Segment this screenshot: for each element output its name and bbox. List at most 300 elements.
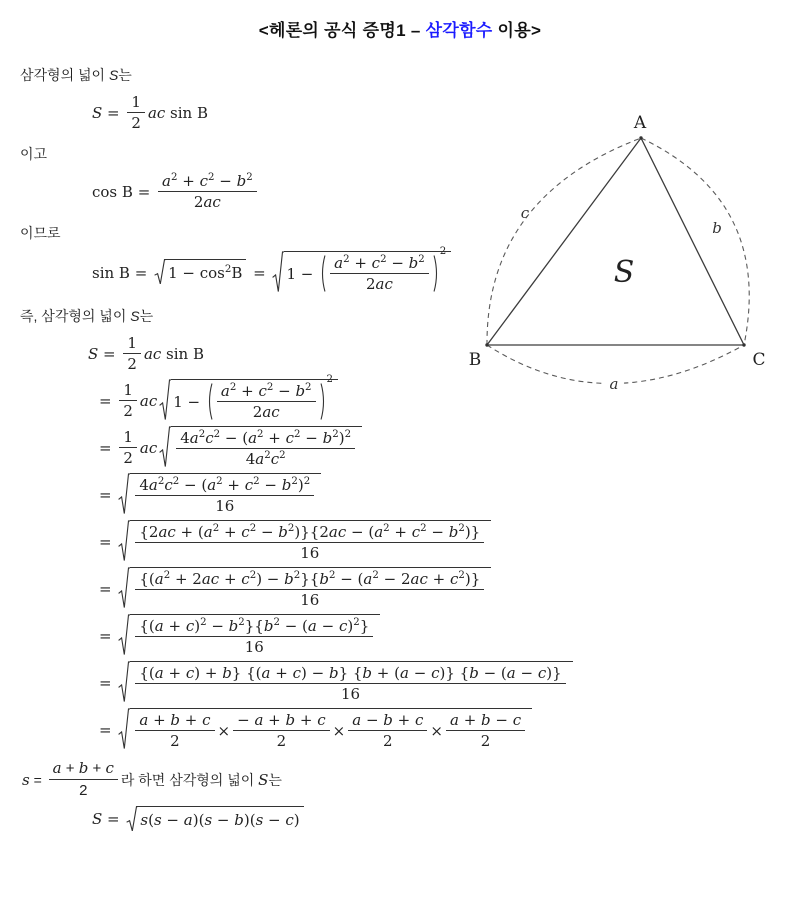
math-var: a xyxy=(148,476,158,494)
math-var: a xyxy=(506,664,516,682)
math-run xyxy=(194,193,221,211)
math-sqrt-body xyxy=(138,806,303,832)
math-fraction xyxy=(119,428,137,467)
math-text: − xyxy=(386,254,409,272)
math-var: c xyxy=(537,664,547,682)
math-var: c xyxy=(241,523,250,541)
math-var: c xyxy=(371,254,381,272)
math-sqrt-body xyxy=(284,246,451,294)
math-run xyxy=(92,810,124,828)
title-suffix: 이용> xyxy=(492,21,542,40)
math-numerator xyxy=(135,523,484,543)
math-run xyxy=(123,428,133,446)
math-sqrt-body xyxy=(130,661,572,704)
math-superscript: 2 xyxy=(198,429,206,440)
math-run xyxy=(148,104,208,122)
math-superscript: 2 xyxy=(157,476,165,487)
math-superscript: 2 xyxy=(332,429,339,440)
math-sqrt xyxy=(126,806,303,832)
math-denominator xyxy=(127,113,145,132)
math-run xyxy=(131,114,141,132)
math-var: c xyxy=(285,811,294,830)
vertex-label-a: A xyxy=(633,113,647,133)
math-text: )} xyxy=(546,664,562,682)
math-fraction xyxy=(135,476,314,515)
math-var: b xyxy=(281,476,292,494)
math-text: 2 xyxy=(170,732,180,750)
math-text: − xyxy=(273,382,296,400)
math-text: sin B = xyxy=(92,263,153,282)
math-text: 는 xyxy=(118,67,132,83)
math-run xyxy=(139,570,480,588)
math-superscript: 2 xyxy=(163,570,171,581)
math-text: + xyxy=(458,711,482,729)
math-fraction xyxy=(348,711,427,750)
math-text: − xyxy=(161,811,184,830)
text-line xyxy=(0,65,800,85)
math-superscript: 2 xyxy=(224,264,232,276)
math-fraction xyxy=(176,429,355,468)
math-run xyxy=(20,223,61,243)
math-text: 삼각형의 넓이 xyxy=(20,67,109,83)
math-denominator xyxy=(211,496,238,515)
math-superscript: 2 xyxy=(380,254,387,265)
math-run xyxy=(168,264,242,282)
math-var: ac xyxy=(328,523,347,541)
math-numerator xyxy=(446,711,525,731)
math-text: 1 − xyxy=(173,392,205,411)
side-label-a: a xyxy=(609,375,619,393)
math-text: )} xyxy=(464,523,481,541)
math-var: S xyxy=(108,67,119,83)
math-superscript: 2 xyxy=(238,617,245,628)
math-var: c xyxy=(105,759,114,777)
math-text: 1 − xyxy=(286,264,319,283)
math-var: b xyxy=(222,664,232,682)
math-text: 2 xyxy=(123,449,133,467)
math-var: c xyxy=(202,711,211,729)
math-text: 는 xyxy=(268,771,282,788)
radical-icon xyxy=(118,661,130,704)
math-var: a xyxy=(255,450,265,468)
math-sqrt-body xyxy=(130,567,491,610)
math-fraction xyxy=(135,617,373,656)
math-denominator xyxy=(166,731,184,750)
math-var: c xyxy=(244,476,254,494)
math-text: + 2 xyxy=(170,570,202,588)
math-fraction xyxy=(446,711,525,750)
radical-icon xyxy=(159,426,171,469)
math-text: 1 xyxy=(131,93,141,111)
math-var: ac xyxy=(158,523,176,541)
math-var: ac xyxy=(139,438,158,457)
math-paren-group: $\frac{a^2 + c^2 - b^2}{2ac}$ 2 xyxy=(319,254,446,293)
math-sqrt-body xyxy=(171,374,338,422)
radical-icon xyxy=(118,708,130,751)
math-text: − xyxy=(237,711,255,729)
math-text: {( xyxy=(139,664,155,682)
math-superscript: 2 xyxy=(418,254,425,265)
math-run xyxy=(352,711,423,729)
math-var: b xyxy=(469,664,479,682)
math-run xyxy=(139,617,369,635)
page xyxy=(0,16,800,901)
math-text: 1 xyxy=(127,334,137,352)
math-text: − xyxy=(206,617,229,635)
math-line xyxy=(0,567,800,610)
math-denominator xyxy=(296,590,323,609)
vertex-dot-a xyxy=(639,136,642,139)
math-var: b xyxy=(383,711,393,729)
math-superscript: 2 xyxy=(303,476,311,487)
math-text: {( xyxy=(139,570,155,588)
math-var: s xyxy=(140,811,149,830)
math-run xyxy=(127,334,137,352)
math-var: ac xyxy=(375,275,393,293)
math-text: = xyxy=(99,579,117,598)
math-text: ) xyxy=(194,617,201,635)
math-run xyxy=(99,439,116,457)
math-text: 1 xyxy=(123,381,133,399)
math-var: a xyxy=(363,570,373,588)
math-text: + xyxy=(88,760,106,777)
radical-icon xyxy=(118,473,130,516)
math-run xyxy=(99,674,116,692)
math-var: c xyxy=(185,617,195,635)
math-text: = xyxy=(248,263,271,282)
math-var: a xyxy=(154,570,164,588)
math-denominator xyxy=(119,401,137,420)
math-text: 즉, 삼각형의 넓이 xyxy=(20,308,131,324)
math-run xyxy=(92,264,152,282)
math-text: = xyxy=(102,810,125,829)
math-fraction xyxy=(127,93,145,132)
math-superscript: 2 xyxy=(294,429,301,440)
math-text: ) xyxy=(338,429,345,447)
math-var: ac xyxy=(147,103,166,122)
math-run xyxy=(140,811,299,829)
math-fraction xyxy=(123,334,141,373)
math-var: ac xyxy=(139,391,158,410)
math-var: a xyxy=(449,711,459,729)
math-text: 4 xyxy=(245,450,256,468)
math-fraction xyxy=(119,381,137,420)
math-run xyxy=(221,382,312,400)
math-sqrt xyxy=(154,259,246,285)
math-denominator xyxy=(379,731,397,750)
math-text: − ( xyxy=(279,617,308,635)
math-text: 이므로 xyxy=(20,225,61,241)
math-text: 16 xyxy=(215,497,235,515)
math-run xyxy=(333,722,346,740)
math-var: b xyxy=(78,759,89,777)
math-fraction xyxy=(49,759,118,800)
math-text: − ( xyxy=(335,570,364,588)
math-text: ) xyxy=(297,476,304,494)
math-numerator xyxy=(135,570,484,590)
math-superscript: 2 xyxy=(383,523,390,534)
math-superscript: 2 xyxy=(249,523,257,534)
math-var: ac xyxy=(143,344,162,363)
math-run xyxy=(286,265,318,283)
math-run xyxy=(246,450,286,468)
math-run xyxy=(383,732,393,750)
math-var: s xyxy=(255,811,264,830)
math-sqrt-body xyxy=(130,614,380,657)
math-var: c xyxy=(292,664,301,682)
math-text: 2 xyxy=(79,782,88,799)
math-text: − xyxy=(214,172,237,190)
math-text: + xyxy=(219,570,242,588)
math-var: b xyxy=(295,382,306,400)
math-sqrt xyxy=(118,473,321,516)
side-label-c: c xyxy=(520,204,530,222)
math-text: 16 xyxy=(300,544,320,562)
math-run xyxy=(131,93,141,111)
math-var: a xyxy=(52,759,62,777)
math-text: 2 xyxy=(131,114,141,132)
math-fraction xyxy=(330,254,429,293)
math-numerator xyxy=(49,759,118,780)
math-text: sin B xyxy=(161,344,204,363)
triangle-diagram xyxy=(462,101,797,406)
math-var: a xyxy=(162,172,171,190)
math-superscript: 2 xyxy=(343,254,350,265)
math-run xyxy=(123,402,133,420)
math-numerator xyxy=(127,93,145,113)
math-superscript: 2 xyxy=(212,523,220,534)
math-superscript: 2 xyxy=(257,429,264,440)
math-var: c xyxy=(258,382,267,400)
math-run xyxy=(139,476,310,494)
math-text: sin B xyxy=(165,103,208,122)
math-var: a xyxy=(248,429,258,447)
math-run xyxy=(92,183,155,201)
math-denominator xyxy=(337,684,364,703)
math-run xyxy=(170,732,180,750)
math-text: ) − xyxy=(256,570,285,588)
math-text: − xyxy=(426,523,449,541)
math-run xyxy=(277,732,287,750)
math-var: S xyxy=(88,344,99,363)
math-var: a xyxy=(189,429,199,447)
math-run xyxy=(366,275,393,293)
math-superscript: 2 xyxy=(266,382,274,393)
math-paren-body xyxy=(213,382,320,421)
math-fraction xyxy=(233,711,330,750)
math-line xyxy=(0,661,800,704)
math-var: a xyxy=(352,711,362,729)
math-superscript: 2 xyxy=(328,570,336,581)
math-text: + xyxy=(263,429,286,447)
math-superscript: 2 xyxy=(293,570,301,581)
math-run xyxy=(481,732,491,750)
math-text: + xyxy=(349,254,372,272)
math-var: s xyxy=(204,811,213,830)
math-numerator xyxy=(135,664,565,684)
math-var: a xyxy=(183,811,193,830)
math-run xyxy=(139,664,561,682)
math-text: + xyxy=(180,711,203,729)
math-run xyxy=(88,345,120,363)
math-text: 4 xyxy=(139,476,149,494)
math-text: = xyxy=(29,771,46,788)
math-numerator xyxy=(233,711,330,731)
math-var: b xyxy=(228,617,239,635)
math-text: + ( xyxy=(175,523,204,541)
math-denominator xyxy=(242,449,290,468)
vertex-dot-b xyxy=(485,343,488,346)
math-denominator xyxy=(123,354,141,373)
math-run xyxy=(20,65,132,85)
math-text: 16 xyxy=(300,591,320,609)
math-text: 라 하면 삼각형의 넓이 xyxy=(120,771,259,788)
math-denominator xyxy=(249,402,284,421)
math-text: + xyxy=(392,711,415,729)
math-text: } xyxy=(359,617,370,635)
vertex-dot-c xyxy=(742,343,745,346)
math-var: c xyxy=(449,570,459,588)
math-superscript: 2 xyxy=(420,523,427,534)
math-var: b xyxy=(322,429,333,447)
math-fraction xyxy=(135,664,565,703)
math-var: S xyxy=(92,810,103,829)
math-run xyxy=(215,497,234,515)
math-run xyxy=(180,429,351,447)
math-superscript: 2 xyxy=(458,523,465,534)
math-paren-group: $\frac{a^2 + c^2 - b^2}{2ac}$ 2 xyxy=(206,382,333,421)
math-text: 2 xyxy=(366,275,376,293)
math-var: c xyxy=(241,570,250,588)
radical-icon xyxy=(118,520,130,563)
math-numerator xyxy=(217,382,316,402)
math-var: b xyxy=(328,664,339,682)
math-run xyxy=(248,264,270,282)
math-text: 2 xyxy=(123,402,133,420)
math-superscript: 2 xyxy=(200,617,207,628)
math-var: a xyxy=(154,617,164,635)
math-line xyxy=(0,473,800,516)
math-text: − xyxy=(408,664,432,682)
math-run xyxy=(245,638,264,656)
math-text: × xyxy=(217,721,231,740)
math-denominator xyxy=(296,543,323,562)
math-var: c xyxy=(317,711,326,729)
math-line xyxy=(0,708,800,751)
math-text: 2 xyxy=(252,403,263,421)
math-var: a xyxy=(203,523,213,541)
math-text: } { xyxy=(338,664,363,682)
math-var: c xyxy=(205,429,214,447)
triangle-outline xyxy=(487,138,744,345)
math-text: + xyxy=(295,711,318,729)
math-run xyxy=(20,144,47,164)
math-var: c xyxy=(270,450,280,468)
math-run xyxy=(53,759,114,778)
math-paren-body xyxy=(326,254,433,293)
math-text: )} xyxy=(464,570,481,588)
math-var: a xyxy=(261,664,271,682)
math-denominator xyxy=(477,731,495,750)
math-text: 는 xyxy=(139,308,154,324)
arc-side-b xyxy=(641,138,749,345)
math-numerator xyxy=(119,381,137,401)
math-text: − ( xyxy=(346,523,375,541)
math-var: S xyxy=(258,770,269,789)
math-var: a xyxy=(307,617,317,635)
math-line xyxy=(0,806,800,832)
math-run xyxy=(92,104,124,122)
math-text: B xyxy=(231,264,243,283)
math-superscript: 2 xyxy=(287,523,295,534)
math-text: = xyxy=(99,720,117,739)
vertex-label-b: B xyxy=(468,350,482,370)
math-var: a xyxy=(154,664,164,682)
math-sqrt-body xyxy=(166,259,246,285)
math-text: − xyxy=(263,811,286,830)
math-var: b xyxy=(481,711,491,729)
math-sqrt xyxy=(118,661,572,704)
math-fraction xyxy=(217,382,316,421)
math-var: b xyxy=(362,664,373,682)
math-text: − xyxy=(300,429,323,447)
math-text: + xyxy=(219,523,242,541)
math-sqrt xyxy=(118,614,380,657)
math-text: + xyxy=(270,664,293,682)
math-line xyxy=(0,426,800,469)
math-superscript: 2 xyxy=(372,570,379,581)
math-run xyxy=(99,627,116,645)
math-superscript: 2 xyxy=(207,172,215,183)
math-text: = xyxy=(99,438,117,457)
math-denominator xyxy=(119,448,137,467)
math-text: {( xyxy=(139,617,155,635)
title-highlight: 삼각함수 xyxy=(425,21,493,40)
math-superscript: 2 xyxy=(213,429,221,440)
math-denominator xyxy=(362,274,397,293)
math-run xyxy=(20,306,153,326)
math-numerator xyxy=(135,476,314,496)
math-fraction xyxy=(135,570,484,609)
math-text: {2 xyxy=(139,523,159,541)
math-text: )}{2 xyxy=(294,523,329,541)
math-text: + ( xyxy=(372,664,400,682)
math-var: c xyxy=(199,172,208,190)
math-text: − xyxy=(490,711,513,729)
math-text: ) xyxy=(293,811,300,830)
math-text: − ( xyxy=(179,476,208,494)
math-text: + xyxy=(389,523,412,541)
math-var: b xyxy=(236,172,247,190)
math-text: = xyxy=(98,344,121,363)
math-run xyxy=(99,721,116,739)
radical-icon xyxy=(272,251,284,294)
math-superscript: 2 xyxy=(170,172,178,183)
math-superscript: 2 xyxy=(172,476,180,487)
math-run xyxy=(144,345,204,363)
math-sqrt-body xyxy=(130,473,321,516)
math-denominator xyxy=(241,637,268,656)
text-line xyxy=(0,759,800,800)
math-text: } {( xyxy=(231,664,262,682)
math-text: + xyxy=(222,476,245,494)
math-run xyxy=(334,254,425,272)
math-text: = xyxy=(99,485,117,504)
math-run xyxy=(450,711,521,729)
math-fraction xyxy=(135,711,214,750)
math-var: b xyxy=(284,570,294,588)
math-text: 1 − cos xyxy=(168,264,225,283)
